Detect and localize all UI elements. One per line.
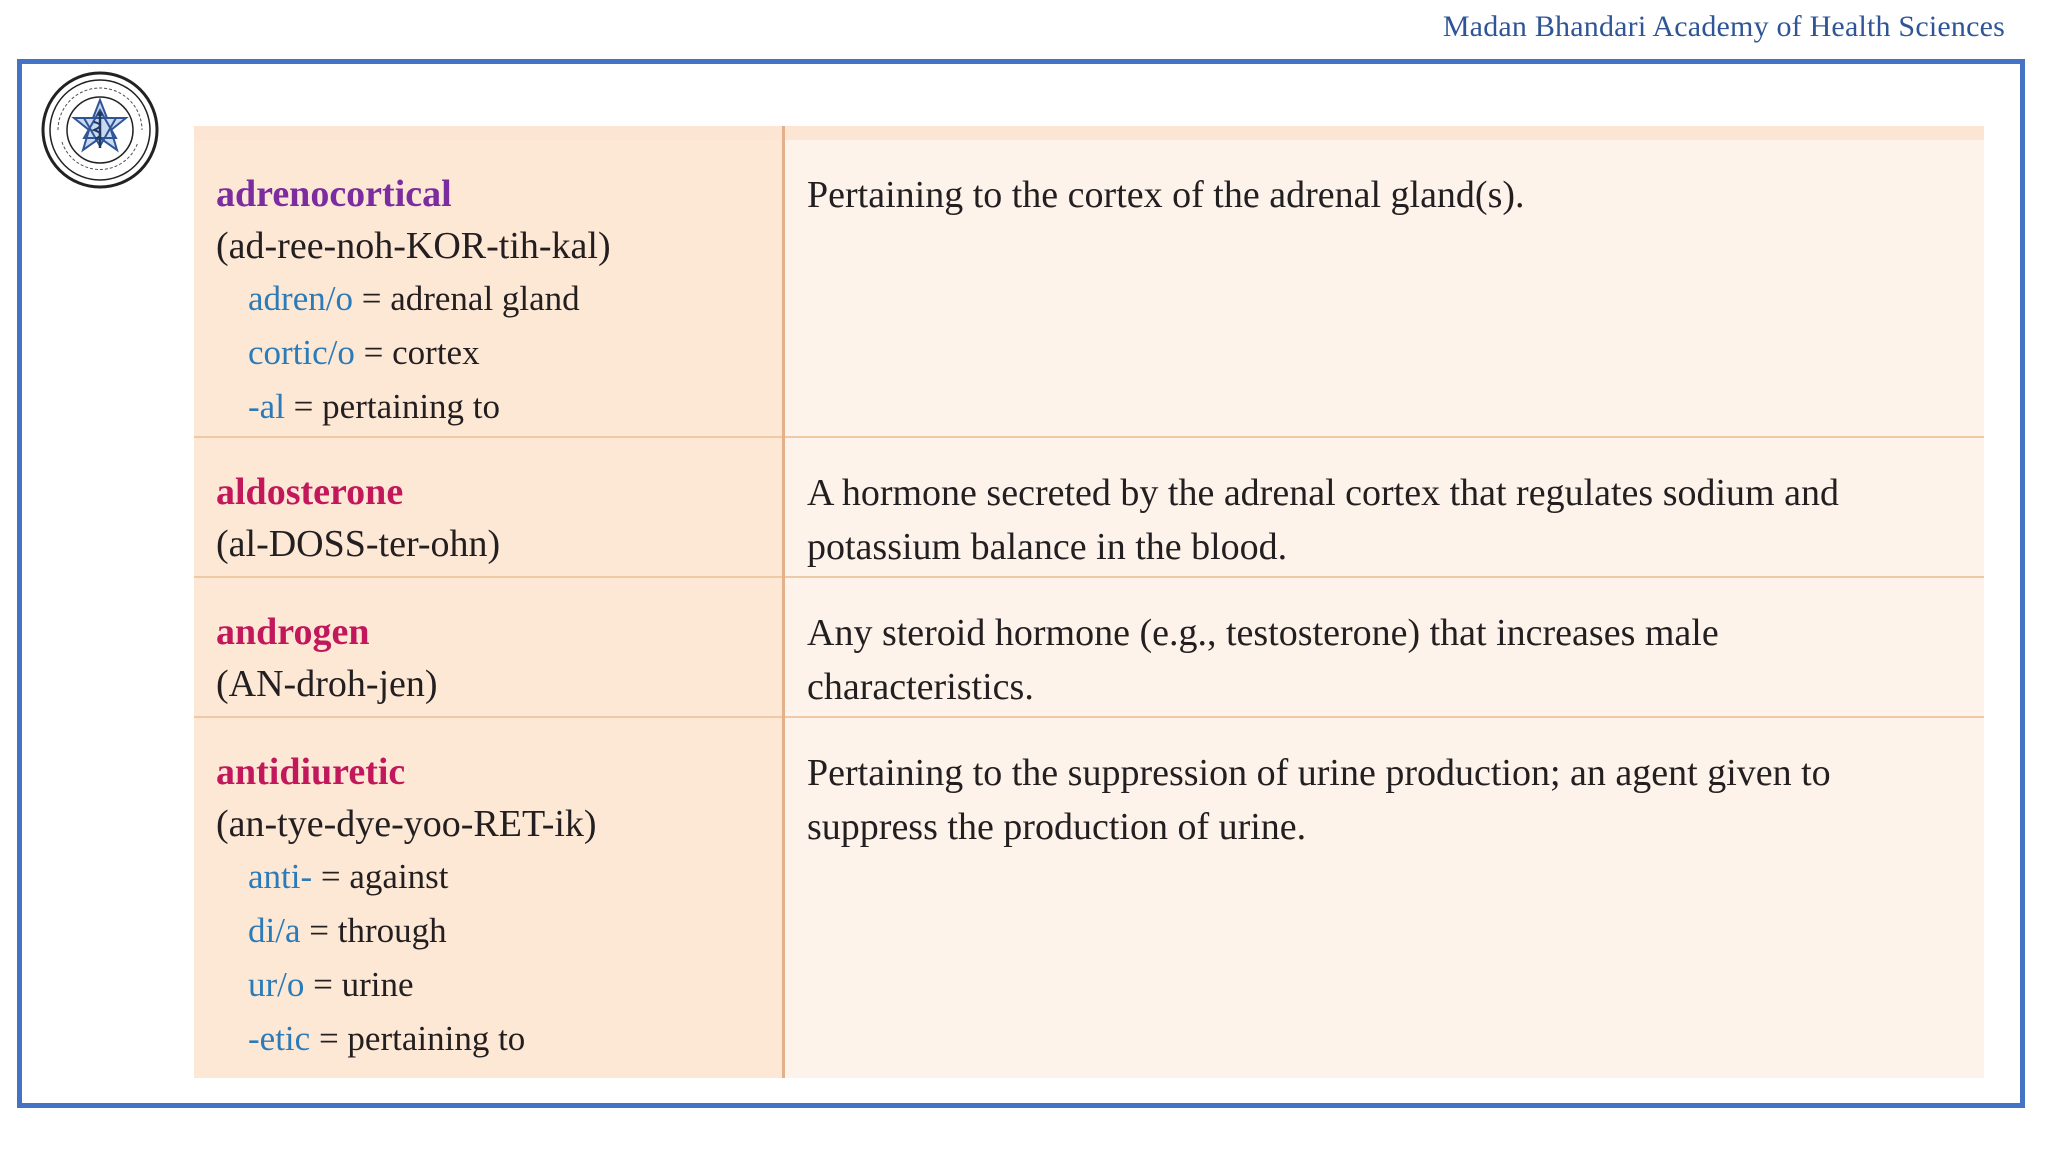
term-cell (194, 438, 782, 576)
word-part-meaning: = against (320, 857, 449, 896)
term-cell (194, 718, 782, 1078)
term-definition: Any steroid hormone (e.g., testosterone) that increases male characteristics. (807, 612, 1719, 708)
word-part (216, 272, 782, 326)
term-word: aldosterone (216, 471, 404, 513)
term-word: adrenocortical (216, 173, 452, 215)
term-definition: A hormone secreted by the adrenal cortex that regulates sodium and potassium balance in the blood. (807, 472, 1839, 568)
term-pronunciation: (al-DOSS-ter-ohn) (216, 523, 501, 565)
definition-cell (785, 578, 1984, 716)
term-pronunciation: (AN-droh-jen) (216, 663, 438, 705)
word-part (216, 958, 782, 1012)
word-part-meaning: = through (309, 911, 447, 950)
word-part (216, 904, 782, 958)
column-divider (782, 126, 785, 1078)
word-part-meaning: = cortex (363, 333, 480, 372)
term-definition: Pertaining to the suppression of urine production; an agent given to suppress the production of urine. (807, 752, 1831, 848)
table-row (194, 140, 1984, 438)
table-row (194, 578, 1984, 718)
term-word: antidiuretic (216, 751, 406, 793)
academy-seal-logo-icon (40, 70, 160, 190)
word-part-root: anti- (248, 857, 313, 896)
word-part (216, 850, 782, 904)
word-part-root: adren/o (248, 279, 353, 318)
word-part-meaning: = adrenal gland (361, 279, 580, 318)
word-part-meaning: = pertaining to (318, 1019, 526, 1058)
word-part-meaning: = urine (313, 965, 414, 1004)
definition-cell (785, 718, 1984, 1078)
word-part (216, 1012, 782, 1066)
term-pronunciation: (an-tye-dye-yoo-RET-ik) (216, 803, 597, 845)
terms-table (194, 126, 1984, 1078)
word-part-root: -al (248, 387, 285, 426)
term-pronunciation: (ad-ree-noh-KOR-tih-kal) (216, 225, 611, 267)
term-definition: Pertaining to the cortex of the adrenal gland(s). (807, 174, 1525, 216)
table-row (194, 438, 1984, 578)
table-row (194, 718, 1984, 1078)
word-part-root: -etic (248, 1019, 311, 1058)
term-cell (194, 140, 782, 436)
definition-cell (785, 140, 1984, 436)
word-part-meaning: = pertaining to (293, 387, 501, 426)
word-part (216, 326, 782, 380)
word-part-root: di/a (248, 911, 301, 950)
definition-cell (785, 438, 1984, 576)
term-word: androgen (216, 611, 370, 653)
header-title: Madan Bhandari Academy of Health Sciences (1442, 10, 2005, 43)
term-cell (194, 578, 782, 716)
word-part-root: ur/o (248, 965, 305, 1004)
word-part-root: cortic/o (248, 333, 355, 372)
word-part (216, 380, 782, 434)
